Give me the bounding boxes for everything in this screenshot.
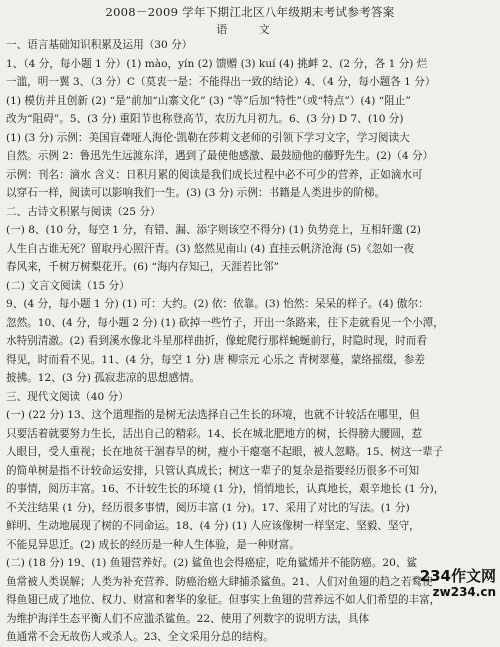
text-line: 1、（4 分，每小题 1 分）(1) mào，yín (2) 馈赠 (3) kuí (4) 挑衅 2、(2 分，各 1 分) 烂	[6, 57, 428, 70]
document-body	[6, 36, 494, 647]
text-line: 的事情，阅历丰富。16、不计较生长的环境 (1 分)，悄悄地长，认真地长，艰辛地长 (1 分)，	[6, 483, 445, 495]
text-line: 鱼通常不会无故伤人或杀人。23、全文采用分总的结构。	[6, 631, 274, 643]
text-line: (1) 模仿并且创新 (2) “是”前加“山寨文化” (3) “等”后加“特性”（或“特点”）(4) “阻止”	[6, 94, 411, 107]
text-line: 春风来，千树万树梨花开。(6) “海内存知己，天涯若比邻”	[6, 261, 279, 273]
text-line: 只要活着就要努力生长，活出自己的精彩。14、长在城北肥地方的树，长得膀大腰圆，惹	[6, 427, 423, 440]
text-line: (一) (22 分) 13、这个道理指的是树无法选择自己生长的环境，也就不计较活在哪里，但	[6, 409, 420, 421]
text-line: 为维护海洋生态平衡人们不应滥杀鲨鱼。22、使用了列数字的说明方法，具体	[6, 612, 370, 625]
text-line: 水特别清澈。(2) 看到溪水像北斗星那样曲折，像蛇爬行那样蜿蜒前行，时隐时现，时而看	[6, 335, 427, 347]
text-line: 得见，时而看不见。11、(4 分，每空 1 分) 唐 柳宗元 心乐之 青树翠蔓，蒙络摇缀，参差	[6, 353, 425, 366]
text-line: 改为“阻碍”。5、(3 分) 重阳节也称登高节，农历九月初九。6、(3 分) D 7、(10 分)	[6, 113, 404, 125]
watermark-domain: zw234.cn	[432, 585, 496, 599]
text-line: 不能見异思迁。(2) 成长的经历是一种人生体验，是一种财富。	[6, 538, 300, 551]
text-line: 自然。示例 2：鲁迅先生远渡东洋，遇到了最使他感激、最鼓励他的藤野先生。(2)（4 分）	[6, 150, 434, 162]
text-line: 示例：刊名：滴水 含义：日积月累的阅读是我们成长过程中必不可少的营养，正如滴水可	[6, 168, 423, 181]
text-line: (1) (3 分) 示例：美国盲聋哑人海伦·凯勒在莎莉文老师的引领下学习文字，学习阅读大	[6, 131, 410, 144]
text-line: 鲜明、生动地展现了树的不同命运。18、(4 分) (1) 人应该像树一样坚定、坚毅、坚守，	[6, 520, 420, 532]
text-line: (二) (18 分) 19、(1) 鱼翅营养好。(2) 鲨鱼也会得癌症，吃角鲨烯并不能防癌。20、鲨	[6, 557, 418, 569]
text-line: 人眼目，受人重视；长在地贫干涸春旱的树，瘦小干瘪毫不起眼，被人忽略。15、树这一辈子	[6, 446, 444, 458]
text-line: 鱼常被人类误解；人类为补充营养、防癌治癌大肆捕杀鲨鱼。21、人们对鱼翅的趋之若鹜使	[6, 575, 433, 588]
text-line: (二) 文言文阅读（15 分）	[6, 279, 130, 292]
text-line: 得鱼翅已成了地位、权力、财富和奢华的象征。但事实上鱼翅的营养远不如人们希望的丰富，	[6, 594, 441, 606]
text-line: 二、古诗文积累与阅读（25 分）	[6, 205, 161, 218]
text-line: 一、语言基础知识积累及运用（30 分）	[6, 39, 193, 51]
text-line: 9、(4 分，每小题 1 分) (1) 可：大约。(2) 依：依靠。(3) 怡然：呆呆的样子。(4) 傲尔：	[6, 298, 429, 310]
text-line: 人生自古谁无死？留取丹心照汗青。(3) 悠然见南山 (4) 直挂云帆济沧海 (5)《忽如一夜	[6, 242, 415, 255]
text-line: 以穿石一样，阅读可以影响我们一生。(3) (3 分) 示例：书籍是人类进步的阶梯。	[6, 187, 386, 199]
text-line: 三、现代文阅读（40 分）	[6, 390, 129, 403]
text-line: (一) 8、(10 分，每空 1 分，有错、漏、添字则该空不得分) (1) 负势竞上，互相轩邈 (2)	[6, 224, 421, 236]
text-line: 的简单树是指不计较命运安排，只管认真成长；树这一辈子的复杂是指要经历很多不可知	[6, 464, 420, 477]
document-title: 2008－2009 学年下期江北区八年级期末考试参考答案	[105, 5, 395, 19]
text-line: 披拂。12、(3 分) 孤寂悲凉的思想感情。	[6, 372, 201, 384]
text-line: 一滥，明一翼 3、（3 分）C（莫衷一是：不能得出一致的结论）4、（4 分，每小题各 1 分）	[6, 76, 436, 88]
site-watermark	[404, 568, 496, 599]
text-line: 不关注结果 (1 分)，经历很多事情，阅历丰富 (1 分)。17、采用了对比的写法。(1 分)	[6, 501, 410, 514]
subject-heading: 语 文	[216, 23, 284, 36]
text-line: 忽然。10、(4 分，每小题 2 分) (1) 砍掉一些竹子，开出一条路来，往下走就看见一个小潭，	[6, 316, 444, 329]
watermark-site-name: 234作文网	[419, 567, 496, 585]
